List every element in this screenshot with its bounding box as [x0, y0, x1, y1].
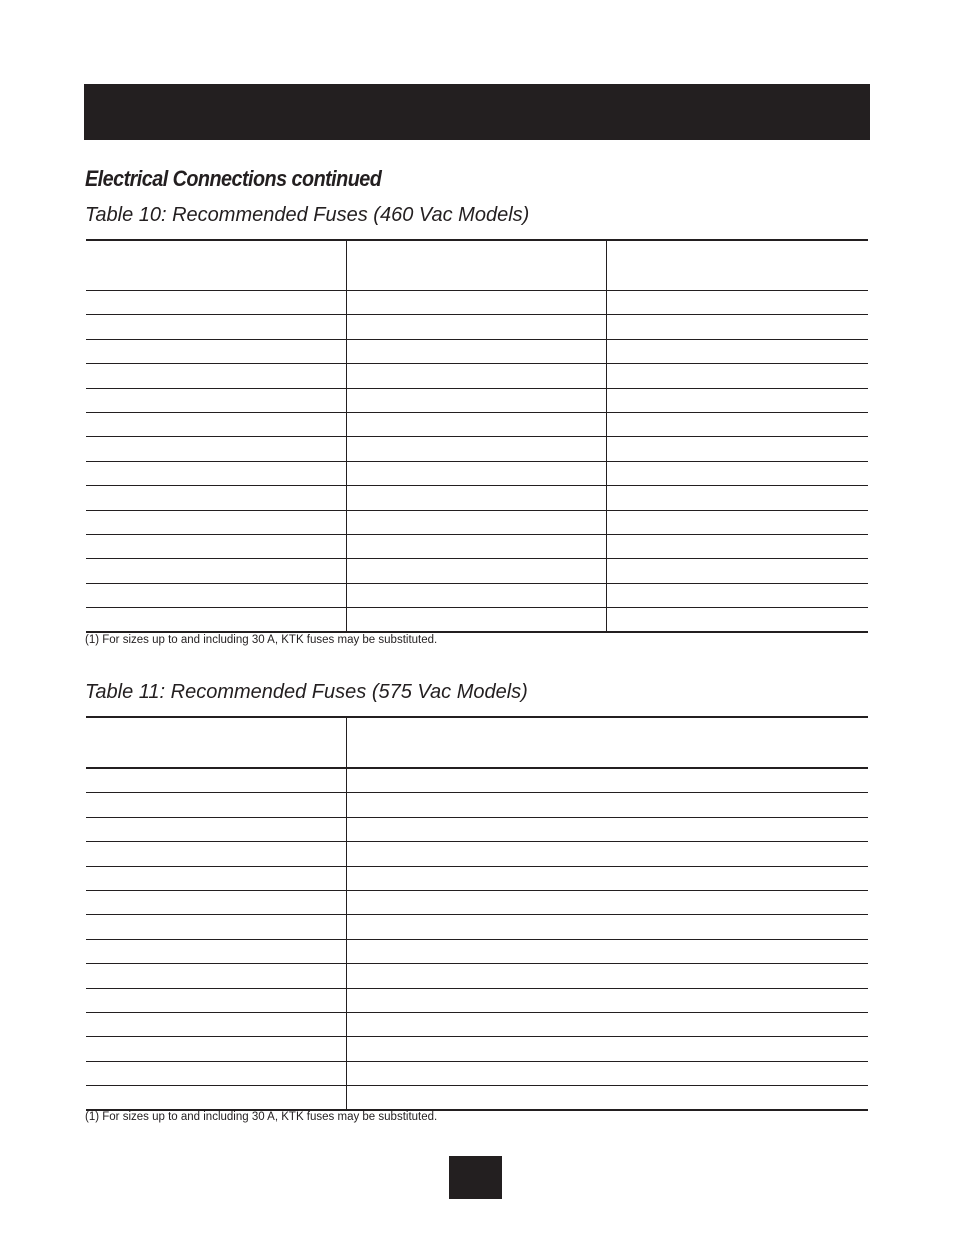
table-row [86, 388, 868, 412]
table-cell [346, 339, 606, 363]
table-row [86, 890, 868, 914]
header-bar [84, 84, 870, 140]
table-cell [346, 817, 868, 841]
table-cell [86, 939, 346, 963]
table-cell [86, 559, 346, 583]
table-row [86, 559, 868, 583]
table-cell [606, 486, 868, 510]
table-11 [86, 716, 868, 1111]
table-cell [606, 412, 868, 436]
column-header [86, 717, 346, 768]
table-row [86, 1012, 868, 1036]
table-row [86, 315, 868, 339]
table-cell [86, 437, 346, 461]
table-cell [86, 842, 346, 866]
table-header-row [86, 717, 868, 768]
table-cell [346, 608, 606, 633]
table-10-title: Table 10: Recommended Fuses (460 Vac Models) [85, 204, 530, 226]
table-cell [606, 437, 868, 461]
table-row [86, 291, 868, 315]
table-row [86, 915, 868, 939]
table-cell [86, 890, 346, 914]
table-cell [606, 339, 868, 363]
table-cell [86, 388, 346, 412]
table-cell [86, 583, 346, 607]
table-cell [606, 534, 868, 558]
table-row [86, 964, 868, 988]
table-row [86, 768, 868, 793]
page-number-box [449, 1156, 502, 1199]
table-cell [346, 890, 868, 914]
table-cell [346, 461, 606, 485]
table-row [86, 608, 868, 633]
table-cell [86, 1037, 346, 1061]
table-cell [346, 534, 606, 558]
table-cell [346, 939, 868, 963]
table-row [86, 486, 868, 510]
table-cell [606, 510, 868, 534]
table-row [86, 1086, 868, 1111]
table-cell [86, 486, 346, 510]
table-cell [606, 364, 868, 388]
table-row [86, 866, 868, 890]
table-cell [86, 364, 346, 388]
table-cell [346, 559, 606, 583]
table-row [86, 842, 868, 866]
table-cell [86, 1012, 346, 1036]
table-row [86, 339, 868, 363]
table-cell [86, 412, 346, 436]
table-cell [346, 915, 868, 939]
column-header [86, 240, 346, 291]
table-11-header [86, 717, 868, 768]
table-row [86, 583, 868, 607]
table-cell [606, 583, 868, 607]
table-cell [606, 315, 868, 339]
table-cell [86, 793, 346, 817]
table-cell [86, 988, 346, 1012]
table-cell [346, 866, 868, 890]
table-cell [606, 608, 868, 633]
table-row [86, 364, 868, 388]
table-cell [86, 291, 346, 315]
table-cell [86, 461, 346, 485]
table-cell [86, 608, 346, 633]
table-row [86, 817, 868, 841]
table-row [86, 793, 868, 817]
section-title: Electrical Connections continued [85, 166, 382, 191]
table-cell [346, 1012, 868, 1036]
table-cell [86, 866, 346, 890]
table-row [86, 412, 868, 436]
table-cell [606, 559, 868, 583]
table-cell [606, 388, 868, 412]
table-header-row [86, 240, 868, 291]
table-cell [86, 534, 346, 558]
table-cell [346, 315, 606, 339]
table-cell [346, 842, 868, 866]
column-header [346, 717, 868, 768]
table-cell [606, 291, 868, 315]
table-cell [346, 1061, 868, 1085]
table-cell [86, 1086, 346, 1111]
table-row [86, 510, 868, 534]
table-cell [346, 964, 868, 988]
table-cell [86, 339, 346, 363]
table-10 [86, 239, 868, 633]
table-10-header [86, 240, 868, 291]
table-row [86, 1037, 868, 1061]
table-cell [346, 291, 606, 315]
column-header [606, 240, 868, 291]
table-row [86, 988, 868, 1012]
table-cell [346, 510, 606, 534]
table-cell [346, 1037, 868, 1061]
table-row [86, 461, 868, 485]
table-11-body [86, 768, 868, 1110]
table-row [86, 1061, 868, 1085]
column-header [346, 240, 606, 291]
table-10-footnote: (1) For sizes up to and including 30 A, KTK fuses may be substituted. [85, 634, 438, 646]
table-cell [86, 510, 346, 534]
table-row [86, 437, 868, 461]
table-cell [346, 486, 606, 510]
table-cell [346, 768, 868, 793]
table-10-body [86, 291, 868, 633]
table-cell [346, 793, 868, 817]
table-cell [606, 461, 868, 485]
table-cell [346, 1086, 868, 1111]
table-cell [346, 583, 606, 607]
table-cell [86, 817, 346, 841]
table-cell [346, 437, 606, 461]
table-cell [86, 768, 346, 793]
table-cell [346, 412, 606, 436]
table-cell [346, 364, 606, 388]
table-cell [346, 988, 868, 1012]
table-cell [86, 915, 346, 939]
table-cell [86, 964, 346, 988]
table-11-footnote: (1) For sizes up to and including 30 A, KTK fuses may be substituted. [85, 1111, 438, 1123]
table-11-title: Table 11: Recommended Fuses (575 Vac Models) [85, 681, 528, 703]
table-cell [86, 1061, 346, 1085]
table-row [86, 939, 868, 963]
table-cell [86, 315, 346, 339]
table-row [86, 534, 868, 558]
table-cell [346, 388, 606, 412]
